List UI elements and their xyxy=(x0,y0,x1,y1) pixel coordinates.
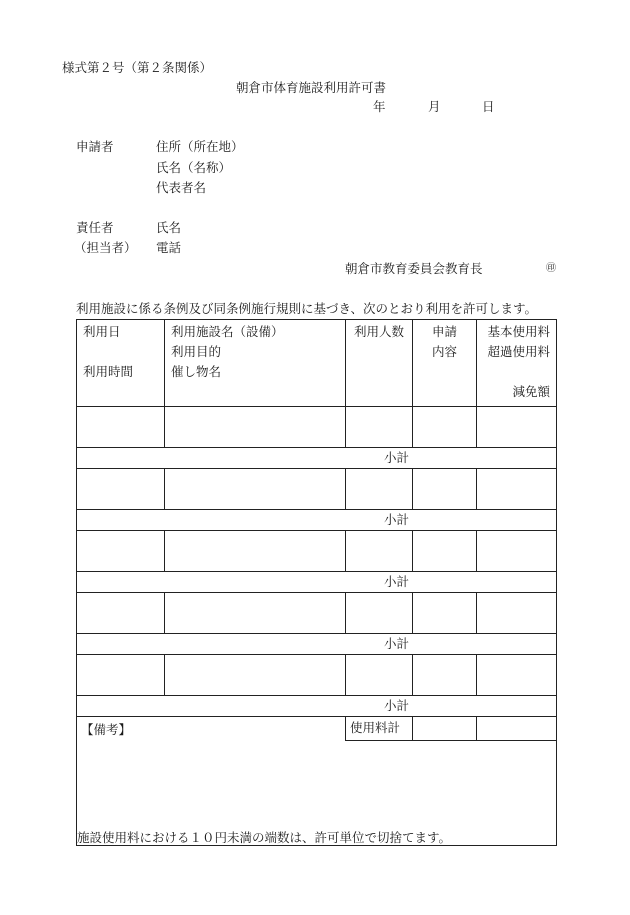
subtotal-label: 小計 xyxy=(383,449,409,465)
table-row xyxy=(77,531,557,572)
permit-table xyxy=(76,319,557,846)
responsible-sub-label: （担当者） xyxy=(74,240,137,255)
form-number: 様式第２号（第２条関係） xyxy=(62,60,213,75)
applicant-label: 申請者 xyxy=(76,139,114,154)
subtotal-row xyxy=(77,572,557,593)
fee-total-extra xyxy=(477,717,557,741)
table-row xyxy=(77,407,557,448)
date-year: 年 xyxy=(373,99,386,114)
date-day: 日 xyxy=(482,99,495,114)
header-facility-name: 利用施設名（設備） xyxy=(171,324,284,339)
header-use-time: 利用時間 xyxy=(83,364,134,379)
table-row xyxy=(77,469,557,510)
header-people-count: 利用人数 xyxy=(346,320,413,407)
header-facility xyxy=(165,320,346,407)
header-excess-fee: 超過使用料 xyxy=(487,344,550,359)
subtotal-row xyxy=(77,634,557,655)
responsible-label: 責任者 xyxy=(76,220,114,235)
table-row xyxy=(77,655,557,696)
header-date-time xyxy=(77,320,165,407)
header-use-date: 利用日 xyxy=(83,324,121,339)
subtotal-row xyxy=(77,696,557,717)
fee-total-label: 使用料計 xyxy=(346,717,413,741)
issuer-name: 朝倉市教育委員会教育長 xyxy=(345,261,483,276)
header-basic-fee: 基本使用料 xyxy=(487,324,550,339)
subtotal-label: 小計 xyxy=(383,697,409,713)
header-purpose: 利用目的 xyxy=(171,344,222,359)
subtotal-label: 小計 xyxy=(383,573,409,589)
subtotal-row xyxy=(77,510,557,531)
rounding-note: 施設使用料における１０円未満の端数は、許可単位で切捨てます。 xyxy=(77,740,557,845)
header-fees xyxy=(477,320,557,407)
header-discount: 減免額 xyxy=(512,384,550,399)
header-application-line1: 申請 xyxy=(431,324,457,339)
responsible-name: 氏名 xyxy=(156,220,182,235)
subtotal-label: 小計 xyxy=(383,511,409,527)
responsible-phone: 電話 xyxy=(156,240,182,255)
subtotal-label: 小計 xyxy=(383,635,409,651)
header-application xyxy=(413,320,477,407)
seal-icon: ㊞ xyxy=(546,263,556,274)
fee-total-value xyxy=(413,717,477,741)
header-application-line2: 内容 xyxy=(431,344,457,359)
header-event-name: 催し物名 xyxy=(171,364,222,379)
table-row xyxy=(77,593,557,634)
applicant-representative: 代表者名 xyxy=(156,180,207,195)
fee-total-row xyxy=(77,717,557,741)
date-month: 月 xyxy=(428,99,441,114)
subtotal-row xyxy=(77,448,557,469)
document-title: 朝倉市体育施設利用許可書 xyxy=(236,80,387,95)
permission-statement: 利用施設に係る条例及び同条例施行規則に基づき、次のとおり利用を許可します。 xyxy=(76,301,538,316)
remarks-body-row xyxy=(77,740,557,845)
applicant-address: 住所（所在地） xyxy=(156,139,244,154)
remarks-label: 【備考】 xyxy=(77,717,346,741)
applicant-name: 氏名（名称） xyxy=(156,160,232,175)
